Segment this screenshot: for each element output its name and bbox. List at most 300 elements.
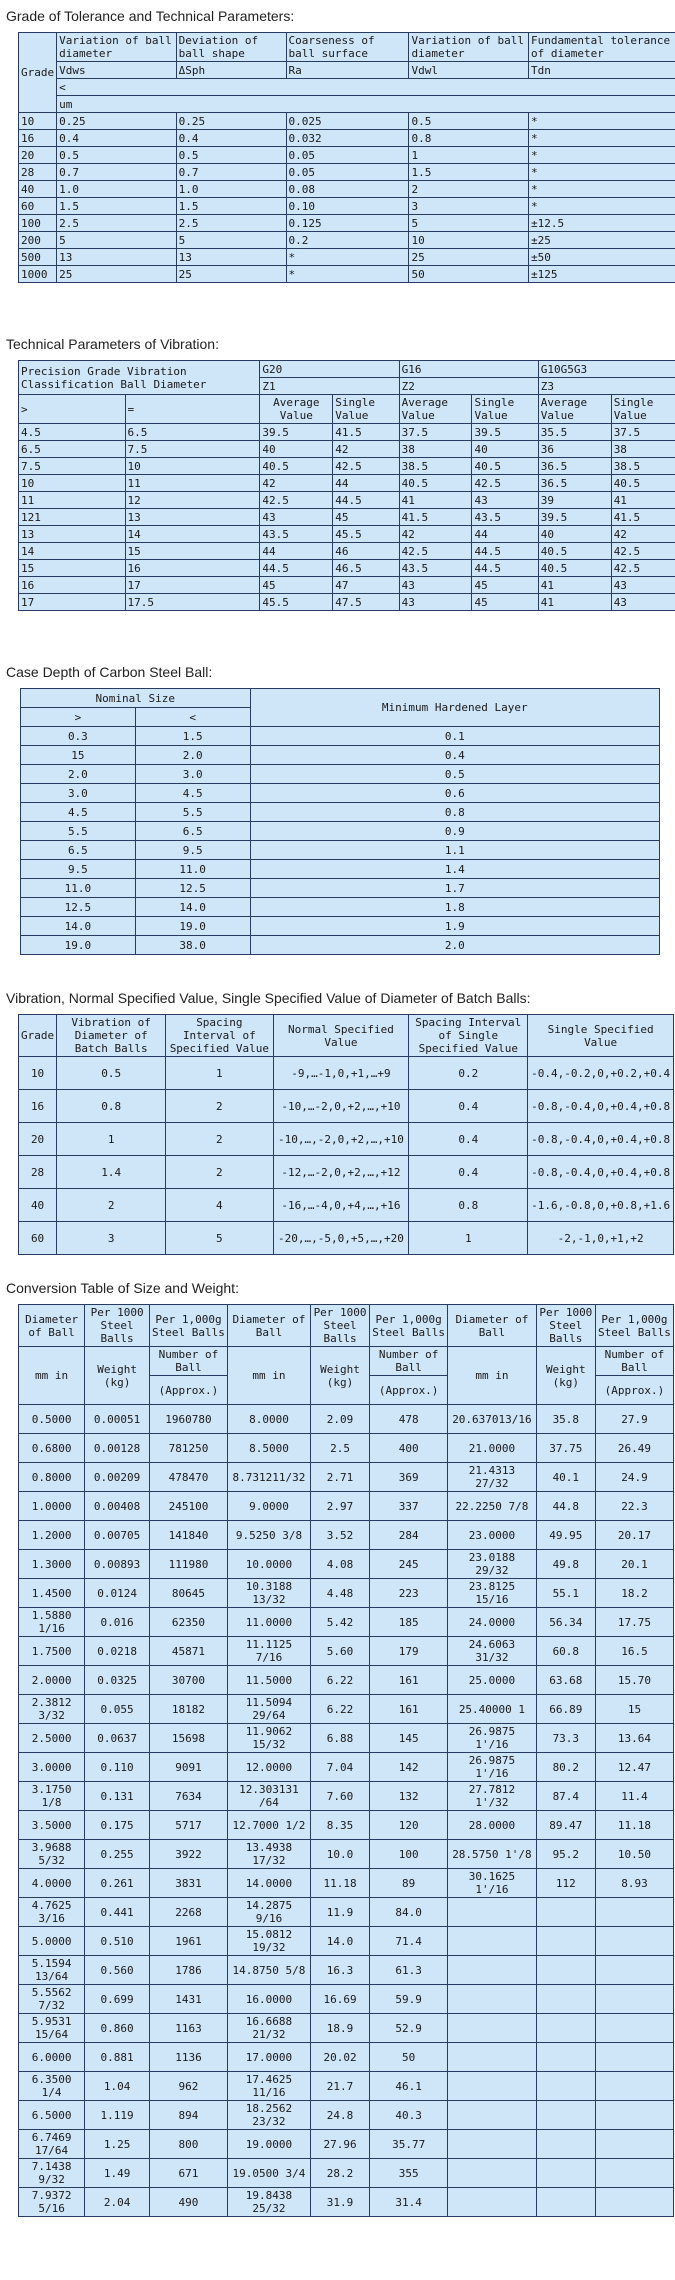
table-cell: 0.0218 xyxy=(85,1637,150,1666)
table-cell: 42 xyxy=(399,526,472,543)
table-cell: 42 xyxy=(333,441,399,458)
col-header: Variation of ball diameter xyxy=(409,33,529,62)
table-cell: 8.5000 xyxy=(227,1434,310,1463)
table-cell: 26.49 xyxy=(595,1434,673,1463)
table-cell: 11 xyxy=(19,492,126,509)
table-cell: 10 xyxy=(409,232,529,249)
table-cell: 36.5 xyxy=(538,458,611,475)
table-cell: 2 xyxy=(57,1189,166,1222)
grade-g16: G16 xyxy=(399,361,538,378)
table-row xyxy=(19,1463,674,1492)
table-cell: 4.48 xyxy=(310,1579,369,1608)
table-cell xyxy=(595,2072,673,2101)
table-cell: 11.1125 7/16 xyxy=(227,1637,310,1666)
table-cell: 3.52 xyxy=(310,1521,369,1550)
table-cell: 14.2875 9/16 xyxy=(227,1898,310,1927)
table-cell: -2,-1,0,+1,+2 xyxy=(528,1222,674,1255)
table-cell: 28 xyxy=(19,164,57,181)
table-cell: 21.4313 27/32 xyxy=(448,1463,537,1492)
table-cell: 89 xyxy=(370,1869,448,1898)
table-row xyxy=(19,1405,674,1434)
table-cell: 121 xyxy=(19,509,126,526)
symbol: Vdwl xyxy=(409,62,529,79)
table-cell: 19.8438 25/32 xyxy=(227,2188,310,2217)
table-cell: 2.09 xyxy=(310,1405,369,1434)
table-cell: 16.5 xyxy=(595,1637,673,1666)
case-depth-rows xyxy=(21,727,660,955)
table-cell: 45 xyxy=(472,594,538,611)
col-header: Single Specified Value xyxy=(528,1015,674,1057)
table-cell: 161 xyxy=(370,1695,448,1724)
table-row xyxy=(19,1579,674,1608)
table-cell: 41 xyxy=(611,492,675,509)
table-cell: 0.0124 xyxy=(85,1579,150,1608)
number-header: Number of Ball xyxy=(149,1347,227,1376)
weight-header: Weight (kg) xyxy=(85,1347,150,1405)
conversion-table xyxy=(18,1304,674,2217)
table-cell: 40.5 xyxy=(538,543,611,560)
table-cell: 24.0000 xyxy=(448,1608,537,1637)
table-cell xyxy=(448,2130,537,2159)
table-cell: 18182 xyxy=(149,1695,227,1724)
table-cell xyxy=(595,2014,673,2043)
table-cell: 18.2 xyxy=(595,1579,673,1608)
table-cell: 284 xyxy=(370,1521,448,1550)
table-cell: 18.9 xyxy=(310,2014,369,2043)
table-cell xyxy=(536,2159,595,2188)
table-cell: 45 xyxy=(472,577,538,594)
table-cell: 40.3 xyxy=(370,2101,448,2130)
table-cell: 19.0500 3/4 xyxy=(227,2159,310,2188)
table-cell: * xyxy=(529,181,675,198)
table-cell: 0.175 xyxy=(85,1811,150,1840)
table-row xyxy=(19,2014,674,2043)
table-cell xyxy=(448,2101,537,2130)
table-row xyxy=(19,1782,674,1811)
table-cell: 41.5 xyxy=(333,424,399,441)
table-cell: 0.6 xyxy=(250,784,659,803)
nominal-size-header: Nominal Size xyxy=(21,689,251,708)
table-cell: 38.5 xyxy=(399,458,472,475)
col-header: Coarseness of ball surface xyxy=(286,33,409,62)
table-cell: 62350 xyxy=(149,1608,227,1637)
table-cell: 3.0 xyxy=(135,765,250,784)
table-cell: 11.18 xyxy=(595,1811,673,1840)
col-header: Variation of ball diameter xyxy=(57,33,177,62)
table-cell: 500 xyxy=(19,249,57,266)
tolerance-rows xyxy=(19,113,675,283)
table-cell: ±12.5 xyxy=(529,215,675,232)
section-title-vibration: Technical Parameters of Vibration: xyxy=(6,336,219,352)
table-cell: 17.5 xyxy=(125,594,260,611)
table-cell: 60 xyxy=(19,198,57,215)
table-cell: 0.055 xyxy=(85,1695,150,1724)
table-cell: 14.8750 5/8 xyxy=(227,1956,310,1985)
table-row xyxy=(19,1637,674,1666)
table-row xyxy=(19,492,675,509)
gt-marker: > xyxy=(19,395,126,424)
table-cell: 0.7 xyxy=(57,164,177,181)
table-cell: 3 xyxy=(57,1222,166,1255)
table-cell: 1.0000 xyxy=(19,1492,85,1521)
table-cell: 223 xyxy=(370,1579,448,1608)
grade-g10: G10G5G3 xyxy=(538,361,675,378)
table-cell: 80.2 xyxy=(536,1753,595,1782)
lt-marker: < xyxy=(135,708,250,727)
table-cell: 3 xyxy=(409,198,529,215)
table-cell: 5.60 xyxy=(310,1637,369,1666)
table-cell: 11.4 xyxy=(595,1782,673,1811)
table-row xyxy=(19,215,675,232)
table-cell: -0.4,-0.2,0,+0.2,+0.4 xyxy=(528,1057,674,1090)
table-cell: 17 xyxy=(19,594,126,611)
table-cell: 10.0 xyxy=(310,1840,369,1869)
table-cell: 61.3 xyxy=(370,1956,448,1985)
table-cell: 43 xyxy=(399,577,472,594)
table-cell: 14.0 xyxy=(310,1927,369,1956)
symbol: Vdws xyxy=(57,62,177,79)
table-cell: 337 xyxy=(370,1492,448,1521)
table-row xyxy=(19,232,675,249)
table-cell: -10,…,-2,0,+2,…,+10 xyxy=(273,1123,409,1156)
table-cell: 5.9531 15/64 xyxy=(19,2014,85,2043)
table-cell: 41 xyxy=(538,594,611,611)
table-cell: 1.25 xyxy=(85,2130,150,2159)
table-cell: 41 xyxy=(538,577,611,594)
table-cell: 478 xyxy=(370,1405,448,1434)
table-cell: 1.4500 xyxy=(19,1579,85,1608)
table-cell: 0.016 xyxy=(85,1608,150,1637)
conversion-rows xyxy=(19,1405,674,2217)
table-cell: 43.5 xyxy=(472,509,538,526)
table-cell: 17 xyxy=(125,577,260,594)
batch-table xyxy=(18,1014,674,1255)
table-cell: 0.261 xyxy=(85,1869,150,1898)
table-cell xyxy=(536,2188,595,2217)
table-cell: 42.5 xyxy=(611,543,675,560)
table-row xyxy=(19,1695,674,1724)
symbol: ΔSph xyxy=(176,62,286,79)
table-cell: 0.5 xyxy=(176,147,286,164)
table-cell: 23.0000 xyxy=(448,1521,537,1550)
table-cell: 46.5 xyxy=(333,560,399,577)
table-cell: 12.7000 1/2 xyxy=(227,1811,310,1840)
table-cell: 142 xyxy=(370,1753,448,1782)
table-cell: 1786 xyxy=(149,1956,227,1985)
table-cell: 20.02 xyxy=(310,2043,369,2072)
table-cell: 38 xyxy=(611,441,675,458)
table-cell: 100 xyxy=(370,1840,448,1869)
single-header: Single Value xyxy=(333,395,399,424)
table-row xyxy=(19,509,675,526)
table-row xyxy=(19,2043,674,2072)
table-cell: 45871 xyxy=(149,1637,227,1666)
table-row xyxy=(19,475,675,492)
table-cell: 1136 xyxy=(149,2043,227,2072)
table-cell: 15 xyxy=(21,746,136,765)
table-row xyxy=(19,1811,674,1840)
table-cell: 2.0 xyxy=(250,936,659,955)
table-cell: 0.110 xyxy=(85,1753,150,1782)
unit-label: um xyxy=(57,96,675,113)
table-cell: 11.18 xyxy=(310,1869,369,1898)
table-cell: 50 xyxy=(370,2043,448,2072)
table-cell: 5.0000 xyxy=(19,1927,85,1956)
table-cell: * xyxy=(286,249,409,266)
table-row xyxy=(19,1753,674,1782)
table-cell: 40.5 xyxy=(472,458,538,475)
table-cell: 185 xyxy=(370,1608,448,1637)
table-cell: 9.5250 3/8 xyxy=(227,1521,310,1550)
table-row xyxy=(19,560,675,577)
table-cell: 1.4 xyxy=(250,860,659,879)
minimum-layer-header: Minimum Hardened Layer xyxy=(250,689,659,727)
table-cell: 2.5 xyxy=(176,215,286,232)
table-cell: 0.8 xyxy=(57,1090,166,1123)
table-cell: 49.8 xyxy=(536,1550,595,1579)
table-cell: 0.8000 xyxy=(19,1463,85,1492)
table-cell: 87.4 xyxy=(536,1782,595,1811)
table-cell: 31.9 xyxy=(310,2188,369,2217)
table-cell: 0.699 xyxy=(85,1985,150,2014)
section-conversion xyxy=(4,1280,671,2217)
table-cell: 0.05 xyxy=(286,147,409,164)
table-cell: 16.69 xyxy=(310,1985,369,2014)
table-cell: 24.6063 31/32 xyxy=(448,1637,537,1666)
table-cell: 40.1 xyxy=(536,1463,595,1492)
per1000g-header: Per 1,000g Steel Balls xyxy=(370,1305,448,1347)
table-cell: 66.89 xyxy=(536,1695,595,1724)
table-cell: 25 xyxy=(57,266,177,283)
table-cell xyxy=(595,2159,673,2188)
table-cell: * xyxy=(529,113,675,130)
table-cell: 27.9 xyxy=(595,1405,673,1434)
table-cell: -16,…-4,0,+4,…,+16 xyxy=(273,1189,409,1222)
table-cell: 400 xyxy=(370,1434,448,1463)
class-z1: Z1 xyxy=(260,378,399,395)
table-cell: 25 xyxy=(409,249,529,266)
table-cell: 111980 xyxy=(149,1550,227,1579)
table-cell: 41.5 xyxy=(611,509,675,526)
precision-header: Precision Grade Vibration Classification Ball Diameter xyxy=(19,361,260,395)
less-than-marker: < xyxy=(57,79,675,96)
table-cell: 7.5 xyxy=(19,458,126,475)
table-cell: 11.5094 29/64 xyxy=(227,1695,310,1724)
table-cell xyxy=(448,1898,537,1927)
table-row xyxy=(21,898,660,917)
table-cell: 44.5 xyxy=(333,492,399,509)
table-cell: 2 xyxy=(409,181,529,198)
table-cell: 14 xyxy=(125,526,260,543)
section-title-tolerance: Grade of Tolerance and Technical Parameters: xyxy=(6,8,295,24)
table-cell: 2 xyxy=(166,1090,273,1123)
table-cell: 40.5 xyxy=(611,475,675,492)
table-cell: 15.0812 19/32 xyxy=(227,1927,310,1956)
table-cell: 6.22 xyxy=(310,1695,369,1724)
table-cell: 0.4 xyxy=(409,1090,528,1123)
table-cell: 20.1 xyxy=(595,1550,673,1579)
table-row xyxy=(21,746,660,765)
table-cell: 28 xyxy=(19,1156,57,1189)
section-title-batch: Vibration, Normal Specified Value, Single Specified Value of Diameter of Batch Balls: xyxy=(6,990,531,1006)
table-cell: 84.0 xyxy=(370,1898,448,1927)
table-cell: 6.0000 xyxy=(19,2043,85,2072)
table-cell: -0.8,-0.4,0,+0.4,+0.8 xyxy=(528,1156,674,1189)
table-cell: 0.4 xyxy=(57,130,177,147)
table-cell: 60.8 xyxy=(536,1637,595,1666)
table-cell: 46 xyxy=(333,543,399,560)
table-cell: 22.2250 7/8 xyxy=(448,1492,537,1521)
table-cell xyxy=(448,2188,537,2217)
table-cell: 0.6800 xyxy=(19,1434,85,1463)
table-cell: 42.5 xyxy=(260,492,333,509)
table-cell: 9.5 xyxy=(135,841,250,860)
table-cell: 45 xyxy=(333,509,399,526)
table-cell: 44.5 xyxy=(260,560,333,577)
table-cell: 40 xyxy=(19,181,57,198)
table-cell: * xyxy=(529,130,675,147)
table-cell: 16 xyxy=(19,577,126,594)
table-cell: 14.0 xyxy=(21,917,136,936)
table-cell: 13 xyxy=(176,249,286,266)
table-row xyxy=(19,2188,674,2217)
table-row xyxy=(19,2101,674,2130)
table-cell: 1960780 xyxy=(149,1405,227,1434)
table-cell: 43.5 xyxy=(260,526,333,543)
table-cell xyxy=(595,1956,673,1985)
table-cell xyxy=(595,2130,673,2159)
table-cell: 4.08 xyxy=(310,1550,369,1579)
table-cell xyxy=(536,1985,595,2014)
table-cell: 95.2 xyxy=(536,1840,595,1869)
table-cell: 21.7 xyxy=(310,2072,369,2101)
col-header: Fundamental tolerance of diameter xyxy=(529,33,675,62)
table-cell: 44.8 xyxy=(536,1492,595,1521)
table-row xyxy=(19,1869,674,1898)
unit-mm-in: mm in xyxy=(19,1347,85,1405)
table-cell: 0.025 xyxy=(286,113,409,130)
table-cell: ±50 xyxy=(529,249,675,266)
col-header: Spacing Interval of Single Specified Value xyxy=(409,1015,528,1057)
table-cell: 20.637013/16 xyxy=(448,1405,537,1434)
table-cell: 0.0637 xyxy=(85,1724,150,1753)
table-row xyxy=(19,1985,674,2014)
table-cell: 39.5 xyxy=(538,509,611,526)
table-cell xyxy=(448,2159,537,2188)
table-cell: 16 xyxy=(19,1090,57,1123)
table-cell: 6.7469 17/64 xyxy=(19,2130,85,2159)
unit-mm-in: mm in xyxy=(448,1347,537,1405)
table-cell xyxy=(448,1956,537,1985)
table-cell: 4.5 xyxy=(21,803,136,822)
table-cell: 11.0 xyxy=(21,879,136,898)
table-cell: 28.5750 1'/8 xyxy=(448,1840,537,1869)
table-cell: 0.00051 xyxy=(85,1405,150,1434)
table-cell: 10.50 xyxy=(595,1840,673,1869)
table-cell xyxy=(595,2188,673,2217)
table-cell: 12.5 xyxy=(135,879,250,898)
table-cell: 7634 xyxy=(149,1782,227,1811)
table-cell: 3.0000 xyxy=(19,1753,85,1782)
table-cell: 42.5 xyxy=(611,560,675,577)
table-cell: 4.0000 xyxy=(19,1869,85,1898)
table-cell: 2.0000 xyxy=(19,1666,85,1695)
table-cell: 0.8 xyxy=(409,1189,528,1222)
table-cell: 7.5 xyxy=(125,441,260,458)
table-cell: 369 xyxy=(370,1463,448,1492)
table-cell: 43 xyxy=(399,594,472,611)
diameter-header: Diameter of Ball xyxy=(448,1305,537,1347)
table-cell: 22.3 xyxy=(595,1492,673,1521)
table-cell: 1163 xyxy=(149,2014,227,2043)
table-cell: -0.8,-0.4,0,+0.4,+0.8 xyxy=(528,1123,674,1156)
table-cell: 6.5 xyxy=(21,841,136,860)
table-cell: 5 xyxy=(409,215,529,232)
number-header: Number of Ball xyxy=(370,1347,448,1376)
table-cell: -0.8,-0.4,0,+0.4,+0.8 xyxy=(528,1090,674,1123)
table-cell: 12.5 xyxy=(21,898,136,917)
table-cell xyxy=(536,2014,595,2043)
table-cell: 38.0 xyxy=(135,936,250,955)
table-cell: 10 xyxy=(19,1057,57,1090)
table-cell: 0.1 xyxy=(250,727,659,746)
table-cell: 89.47 xyxy=(536,1811,595,1840)
table-cell: 1.5 xyxy=(135,727,250,746)
table-cell: 80645 xyxy=(149,1579,227,1608)
table-cell: 45.5 xyxy=(333,526,399,543)
table-cell: 18.2562 23/32 xyxy=(227,2101,310,2130)
table-cell: 25.0000 xyxy=(448,1666,537,1695)
table-cell: -20,…,-5,0,+5,…,+20 xyxy=(273,1222,409,1255)
table-cell: 45 xyxy=(260,577,333,594)
unit-mm-in: mm in xyxy=(227,1347,310,1405)
table-cell: 16 xyxy=(19,130,57,147)
table-cell: 31.4 xyxy=(370,2188,448,2217)
table-row xyxy=(19,130,675,147)
table-cell: 25 xyxy=(176,266,286,283)
table-cell: 15 xyxy=(19,560,126,577)
table-cell: 30.1625 1'/16 xyxy=(448,1869,537,1898)
table-cell: 2.71 xyxy=(310,1463,369,1492)
table-cell: 6.22 xyxy=(310,1666,369,1695)
table-cell: 4.7625 3/16 xyxy=(19,1898,85,1927)
table-cell: 0.255 xyxy=(85,1840,150,1869)
table-cell: 50 xyxy=(409,266,529,283)
table-cell: 2.5 xyxy=(57,215,177,232)
table-cell: 16 xyxy=(125,560,260,577)
table-cell: 0.2 xyxy=(409,1057,528,1090)
table-cell: 28.0000 xyxy=(448,1811,537,1840)
table-cell: 200 xyxy=(19,232,57,249)
col-header: Normal Specified Value xyxy=(273,1015,409,1057)
table-cell: 15 xyxy=(595,1695,673,1724)
table-cell: 7.60 xyxy=(310,1782,369,1811)
table-row xyxy=(21,822,660,841)
table-cell: 2.97 xyxy=(310,1492,369,1521)
table-cell: 37.5 xyxy=(611,424,675,441)
table-row xyxy=(19,441,675,458)
diameter-header: Diameter of Ball xyxy=(227,1305,310,1347)
table-cell: 13.64 xyxy=(595,1724,673,1753)
table-cell: 55.1 xyxy=(536,1579,595,1608)
table-cell: 42 xyxy=(611,526,675,543)
table-cell: 16.3 xyxy=(310,1956,369,1985)
table-cell: 0.881 xyxy=(85,2043,150,2072)
table-cell: 38 xyxy=(399,441,472,458)
table-row xyxy=(19,198,675,215)
table-row xyxy=(21,841,660,860)
vibration-table xyxy=(18,360,675,611)
